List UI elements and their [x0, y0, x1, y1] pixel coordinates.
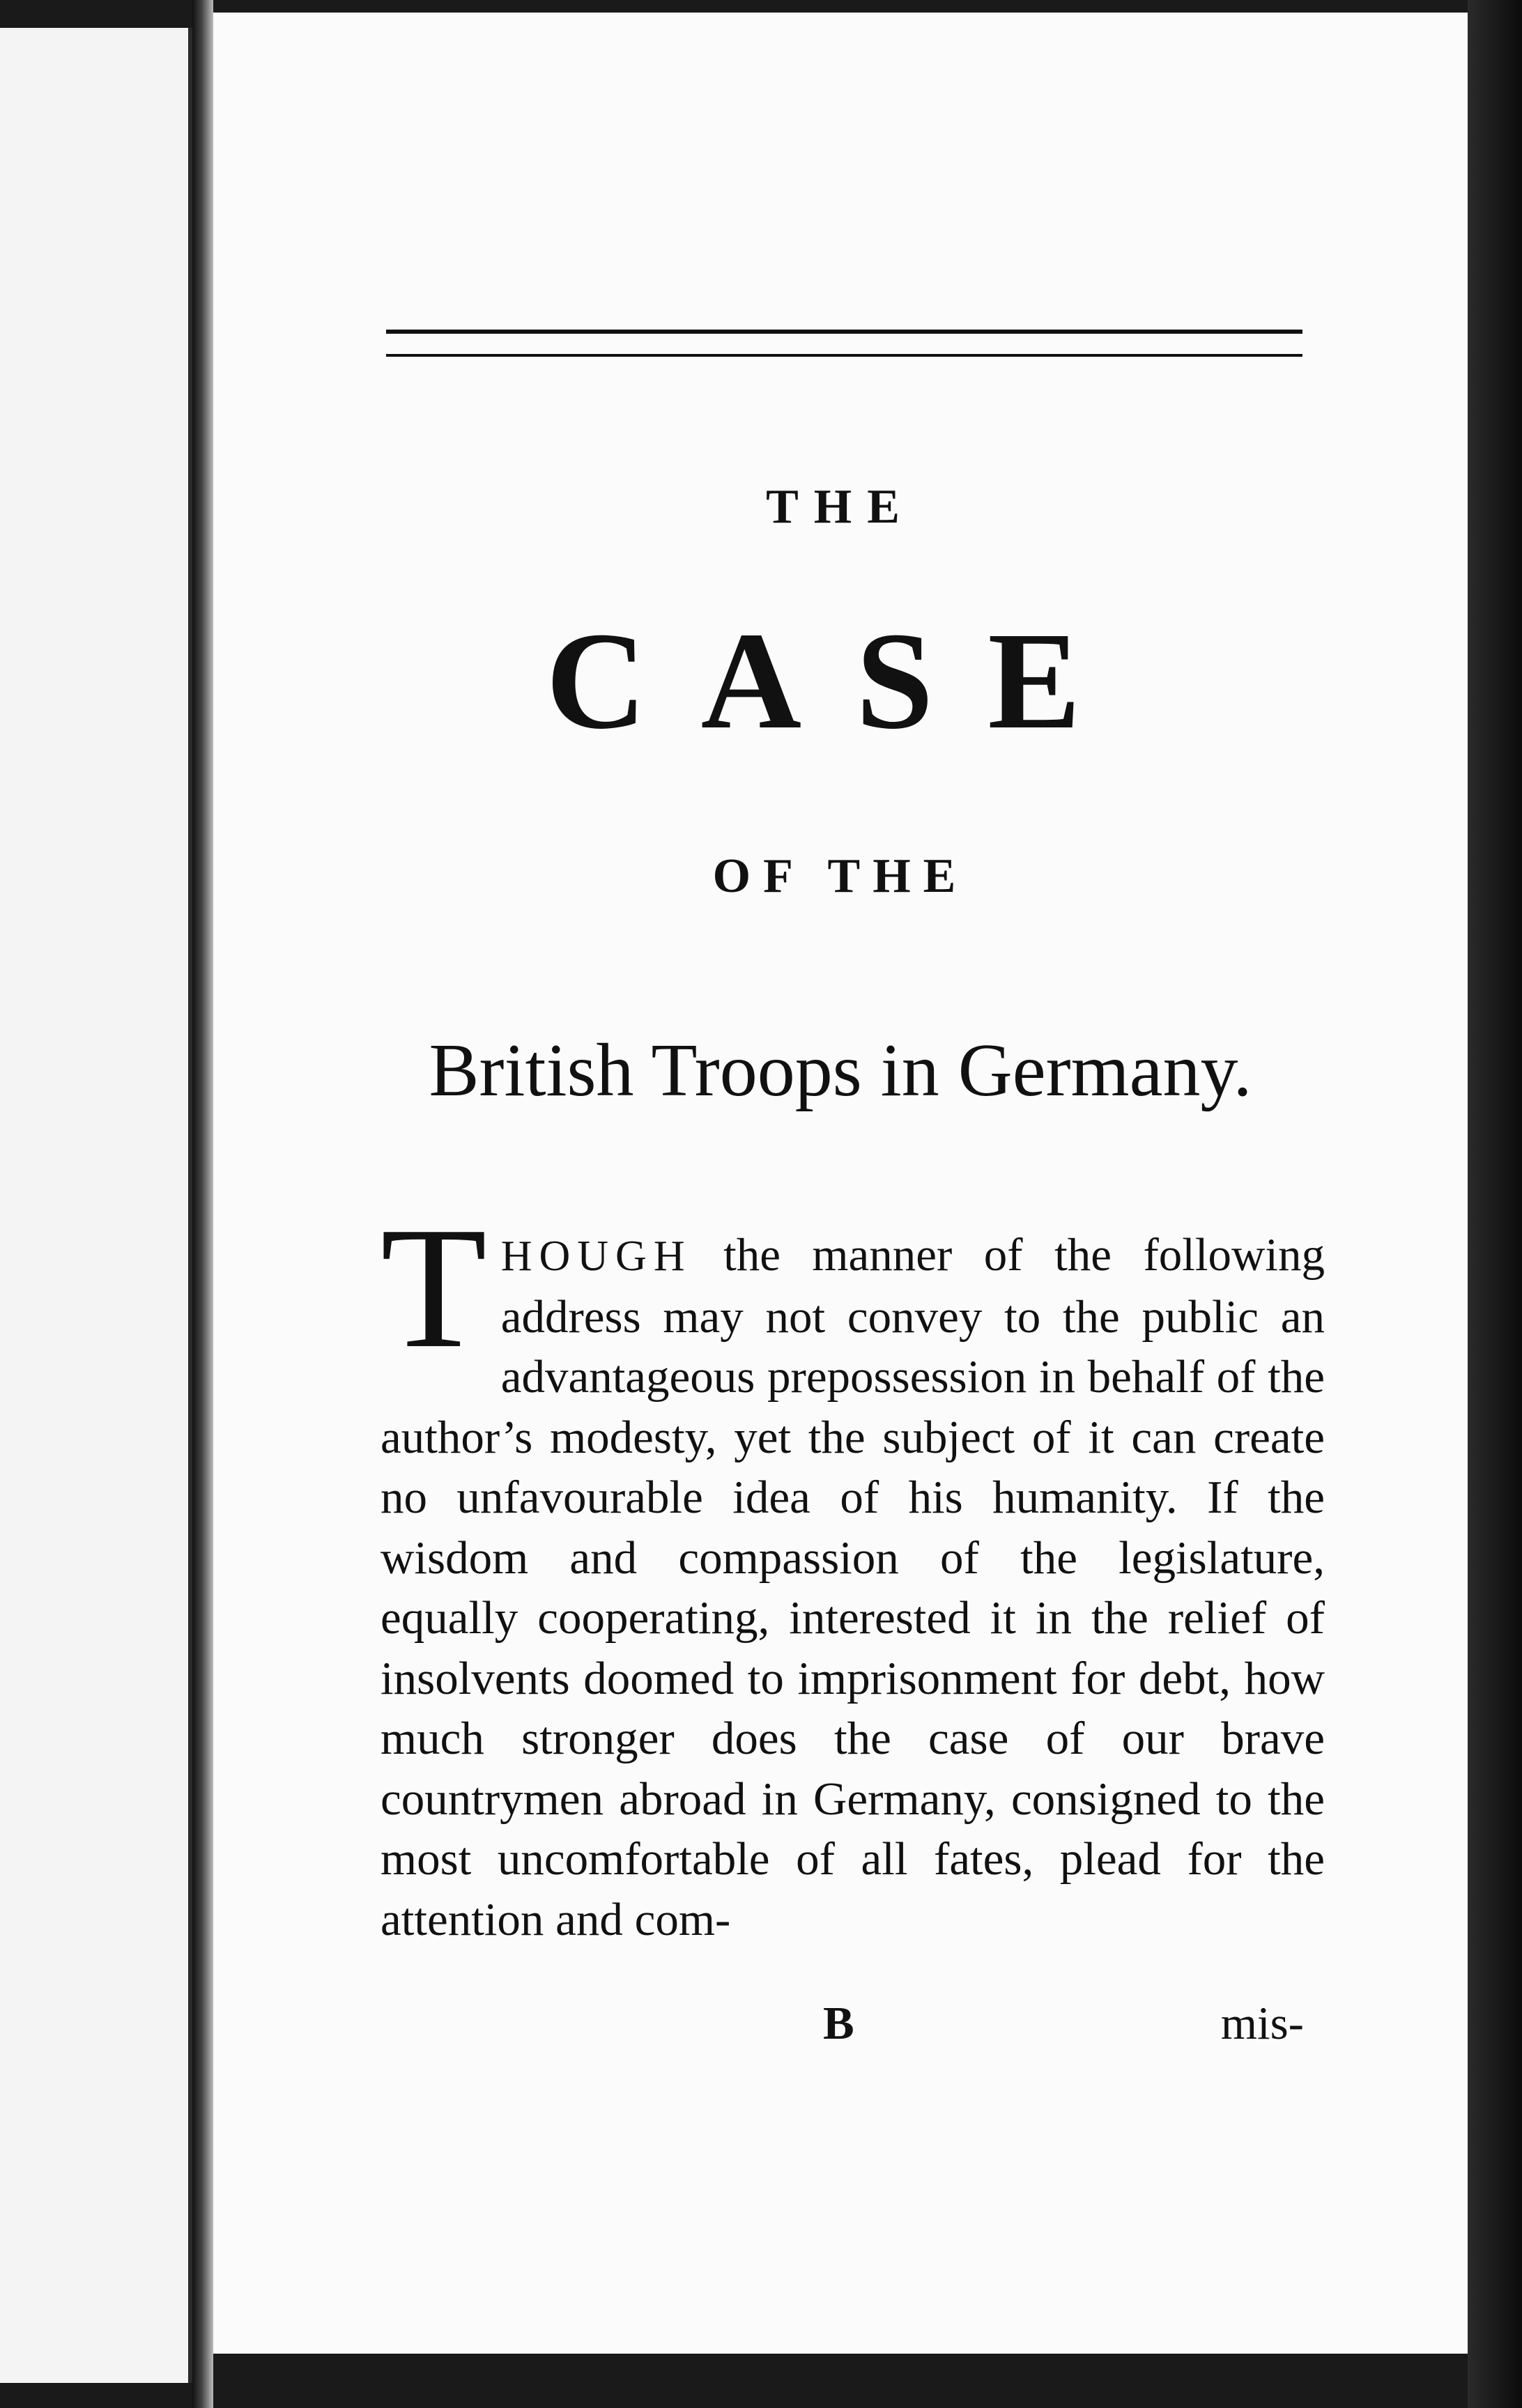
body-text: the manner of the following address may not convey to the public an advantageous prepossession in behalf of the author’s modesty, yet the subject of it can create no unfavourable idea of his humanity. If the wisdom and compassion of the legislature, equally cooperating, interested it in the relief of insolvents doomed to imprisonment for debt, how much stronger does the case of our brave countrymen abroad in Germany, consigned to the most uncomfortable of all fates, plead for the attention and com- [380, 1229, 1325, 1945]
right-page-edge [1468, 0, 1522, 2408]
double-rule-bottom [386, 354, 1302, 357]
signature-mark: B [823, 1998, 854, 2049]
drop-cap: T [380, 1191, 487, 1384]
body-paragraph [380, 1191, 1325, 1950]
catchword: mis- [1220, 1998, 1304, 2049]
title-subject: British Troops in Germany. [429, 1029, 1252, 1112]
title-of-the: OF THE [712, 849, 969, 903]
double-rule-top [386, 330, 1302, 334]
title-the: THE [766, 480, 915, 534]
left-page-edge [0, 28, 192, 2383]
lead-caps: HOUGH [500, 1233, 692, 1280]
book-page [213, 13, 1468, 2354]
book-gutter [192, 0, 213, 2408]
title-case: CASE [546, 604, 1135, 758]
